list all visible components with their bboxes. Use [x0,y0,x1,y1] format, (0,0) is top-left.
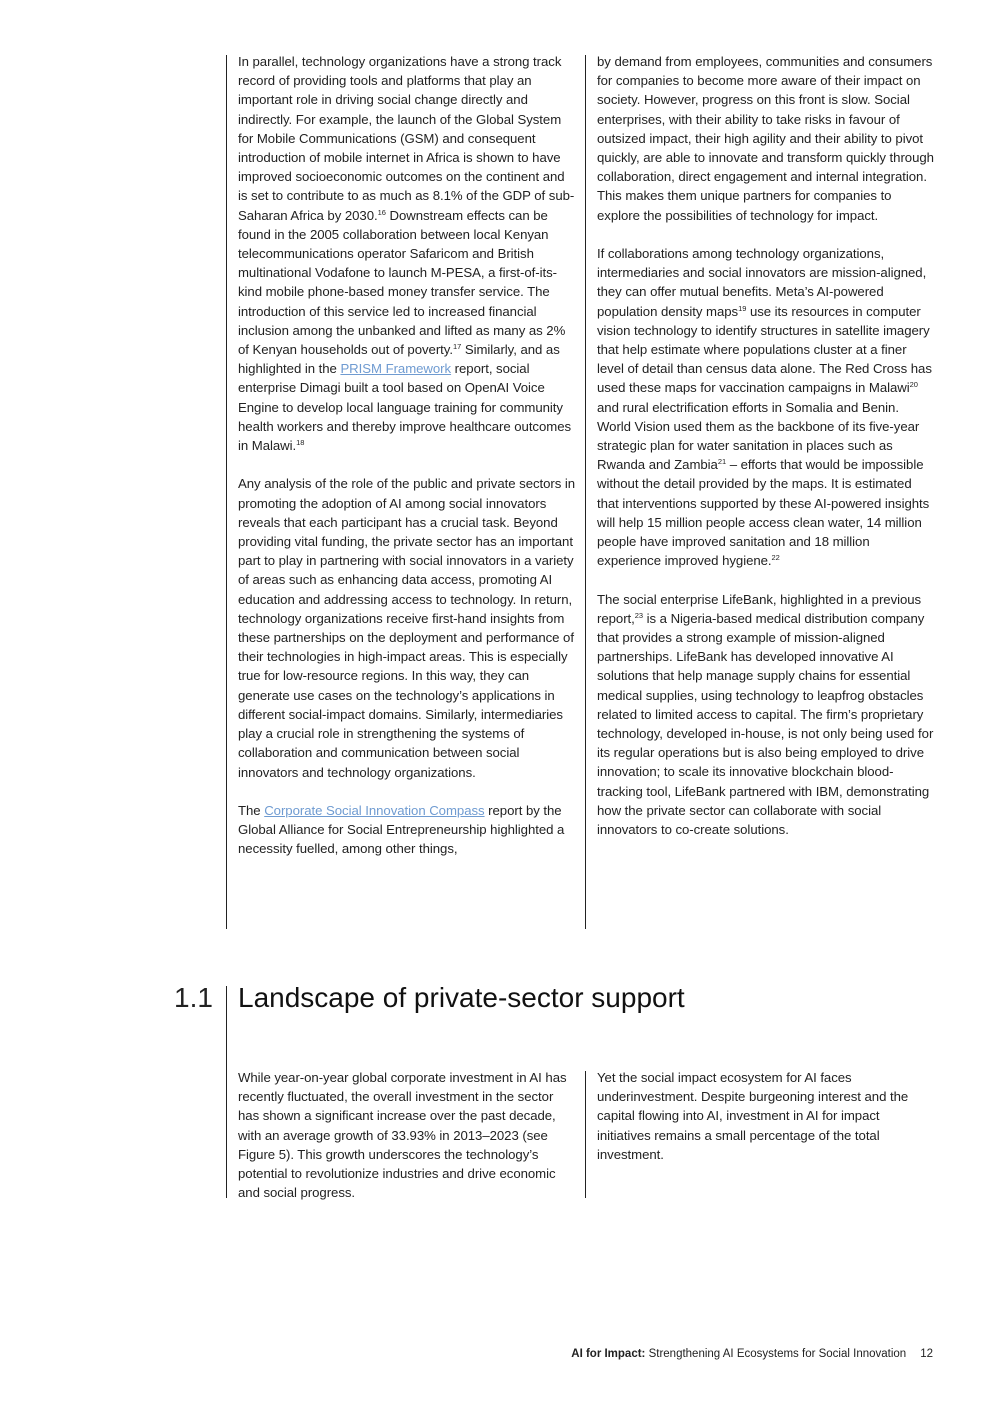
footnote-ref[interactable]: 19 [738,303,747,313]
left-paragraph-1: In parallel, technology organizations have a strong track record of providing tools and platforms that play an important role in driving social change directly and indirectly. For example, the launch of the Global System for Mobile Communications (GSM) and consequent introduction of mobile internet in Africa is shown to have improved socioeconomic outcomes on the continent and is set to contribute to as much as 8.1% of the GDP of sub-Saharan Africa by 2030.16 Downstream effects can be found in the 2005 collaboration between local Kenyan telecommunications operator Safaricom and British multinational Vodafone to launch M-PESA, a first-of-its-kind mobile phone-based money transfer service. The introduction of this service led to increased financial inclusion among the unbanked and lifted as many as 2% of Kenyan households out of poverty.$^{17}$ Similarly, and as highlighted in the PRISM Framework report, social enterprise Dimagi built a tool based on OpenAI Voice Engine to develop local language training for community health workers and thereby improve healthcare outcomes in Malawi.$^{18}$ [238,54,575,454]
right-paragraph-1: by demand from employees, communities and consumers for companies to become more aware of their impact on society. However, progress on this front is slow. Social enterprises, with their ability to take risks in favour of outsized impact, their high agility and their ability to pivot quickly, are able to innovate and transform quickly through collaboration, direct engagement and internal integration. This makes them unique partners for companies to explore the possibilities of technology for impact. [597,54,934,223]
prism-framework-link[interactable]: PRISM Framework [340,361,452,377]
footer-title: Strengthening AI Ecosystems for Social Innovation [645,1348,907,1360]
footnote-ref[interactable]: 17 [452,342,462,352]
section-column-rule-middle [585,1071,586,1198]
left-paragraph-2: Any analysis of the role of the public and private sectors in promoting the adoption of AI among social innovators reveals that each participant has a crucial task. Beyond providing vital funding, the private sector has an important part to play in partnering with social innovators in a variety of areas such as enhancing data access, promoting AI education and addressing access to technology. In return, technology organizations receive first-hand insights from these partnerships on the deployment and performance of their technologies in high-impact areas. This is especially true for low-resource regions. In this way, they can generate use cases on the technology’s applications in different social-impact domains. Similarly, intermediaries play a crucial role in strengthening the systems of collaboration and communication between social innovators and technology organizations. [238,476,576,780]
left-paragraph-3: The Corporate Social Innovation Compass report by the Global Alliance for Social Entrepreneurship highlighted a necessity fuelled, among other things, [238,802,565,857]
page-footer [571,1346,933,1362]
footnote-ref[interactable]: 22 [771,553,780,563]
footer-title-bold: AI for Impact: [571,1348,646,1360]
right-paragraph-3: The social enterprise LifeBank, highlighted in a previous report,$^{23}$ is a Nigeria-based medical distribution company that provides a strong example of mission-aligned partnerships. LifeBank has developed innovative AI solutions that help manage supply chains for essential medical supplies, using technology to leapfrog obstacles related to limited access to capital. The firm’s proprietary technology, developed in-house, is not only being used for its regular operations but is also being employed to drive innovation; to scale its innovative blockchain blood-tracking tool, LifeBank partnered with IBM, demonstrating how the private sector can collaborate with social innovators to co-create solutions. [597,591,934,838]
page-number: 12 [920,1348,933,1360]
section-rule [226,986,227,1198]
section-right-paragraph: Yet the social impact ecosystem for AI faces underinvestment. Despite burgeoning interest and the capital flowing into AI, investment in AI for impact initiatives remains a small percentage of the total investment. [597,1070,909,1162]
left-column [238,52,576,859]
section-left-column [238,1068,576,1202]
right-column [597,52,935,839]
column-rule-middle [585,55,586,929]
footnote-ref[interactable]: 18 [296,438,305,448]
footnote-ref[interactable]: 23 [634,610,644,620]
column-rule-left [226,55,227,929]
footnote-ref[interactable]: 16 [377,207,386,217]
section-left-paragraph: While year-on-year global corporate investment in AI has recently fluctuated, the overall investment in the sector has shown a significant increase over the past decade, with an average growth of 33.93% in 2013–2023 (see Figure 5). This growth underscores the technology’s potential to revolutionize industries and drive economic and social progress. [238,1070,567,1201]
section-number: 1.1 [174,982,213,1013]
corporate-social-innovation-compass-link[interactable]: Corporate Social Innovation Compass [264,802,485,818]
section-title: Landscape of private-sector support [238,982,685,1013]
footnote-ref[interactable]: 20 [909,380,918,390]
section-right-column [597,1068,935,1164]
right-paragraph-2: If collaborations among technology organizations, intermediaries and social innovators are mission-aligned, they can offer mutual benefits. Meta’s AI-powered population density maps$^{19}$ use its resources in computer vision technology to identify structures in satellite imagery that help estimate where populations cluster at a finer level of detail than census data alone. The Red Cross has used these maps for vaccination campaigns in Malawi$^{20}$ and rural electrification efforts in Somalia and Benin. World Vision used them as the backbone of its five-year strategic plan for water sanitation in places such as Rwanda and Zambia$^{21}$ – efforts that would be impossible without the detail provided by the maps. It is estimated that interventions supported by these AI-powered insights will help 15 million people access clean water, 14 million people have improved sanitation and 18 million experience improved hygiene.$^{22}$ [597,246,932,569]
footnote-ref[interactable]: 21 [717,457,727,467]
